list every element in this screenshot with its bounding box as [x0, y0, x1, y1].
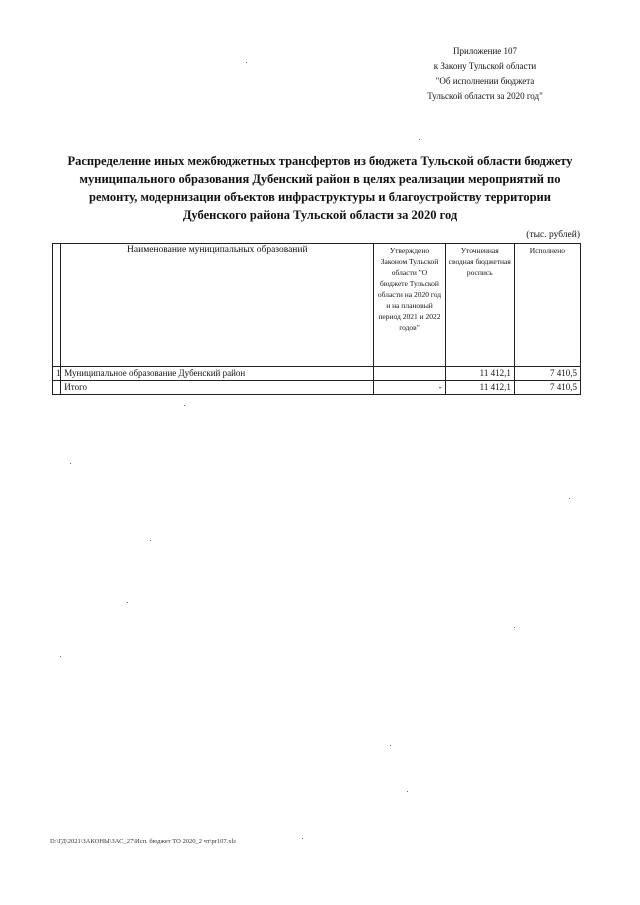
title-line-2: муниципального образования Дубенский район в целях реализации мероприятий по	[79, 172, 561, 186]
scan-speck	[70, 463, 71, 464]
appendix-line-3: "Об исполнении бюджета	[435, 76, 535, 86]
table-row-total	[53, 381, 581, 395]
scan-speck	[127, 602, 128, 603]
header-num	[53, 244, 61, 367]
appendix-line-4: Тульской области за 2020 год"	[427, 91, 543, 101]
total-name: Итого	[61, 381, 374, 395]
header-name: Наименование муниципальных образований	[61, 244, 374, 367]
header-executed: Исполнено	[514, 244, 580, 367]
row-executed: 7 410,5	[514, 367, 580, 381]
transfers-table	[52, 243, 581, 395]
scan-speck	[150, 540, 151, 541]
scan-speck	[60, 656, 61, 657]
scan-speck	[184, 405, 185, 406]
scan-speck	[407, 791, 408, 792]
scan-speck	[390, 745, 391, 746]
table-row	[53, 367, 581, 381]
title-line-3: ремонту, модернизации объектов инфраструктуры и благоустройству территории	[89, 190, 551, 204]
row-budget: 11 412,1	[445, 367, 514, 381]
total-budget: 11 412,1	[445, 381, 514, 395]
scan-speck	[569, 498, 570, 499]
scan-speck	[514, 627, 515, 628]
units-label: (тыс. рублей)	[526, 230, 580, 240]
title-line-1: Распределение иных межбюджетных трансфертов из бюджета Тульской области бюджету	[67, 154, 573, 168]
row-num: 1	[53, 367, 61, 381]
scan-speck	[419, 139, 420, 140]
total-executed: 7 410,5	[514, 381, 580, 395]
header-approved: Утверждено Законом Тульской области "О бюджете Тульской области на 2020 год и на плановый период 2021 и 2022 годов"	[374, 244, 445, 367]
appendix-header	[380, 44, 590, 104]
appendix-line-2: к Закону Тульской области	[433, 61, 537, 71]
file-path-footer: D:\ГД\2021\ЗАКОНЫ\ЗАС_27\Исп. бюджет ТО 2020_2 чт\pr107.xls	[50, 838, 236, 845]
table-header-row	[53, 244, 581, 367]
title-line-4: Дубенского района Тульской области за 2020 год	[182, 208, 458, 222]
header-budget: Уточненная сводная бюджетная роспись	[445, 244, 514, 367]
appendix-line-1: Приложение 107	[452, 46, 518, 56]
row-approved	[374, 367, 445, 381]
total-approved: -	[374, 381, 445, 395]
row-name: Муниципальное образование Дубенский район	[61, 367, 374, 381]
scan-speck	[246, 62, 247, 63]
document-title	[40, 152, 600, 224]
total-num	[53, 381, 61, 395]
scan-speck	[302, 838, 303, 839]
